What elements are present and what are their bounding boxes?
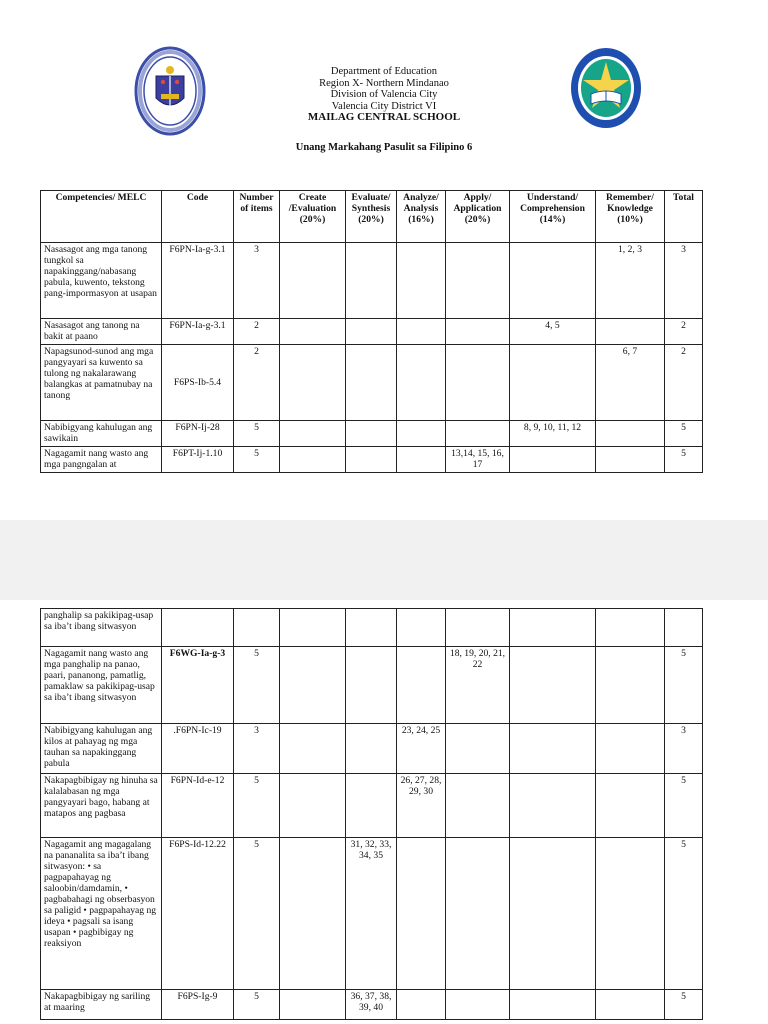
cell-code: F6PT-Ij-1.10 [162,447,234,473]
cell-understand [510,345,596,421]
col-header: Understand/ Comprehension (14%) [510,191,596,243]
cell-understand [510,724,596,774]
cell-evaluate: 31, 32, 33, 34, 35 [346,838,397,990]
cell-code: F6PN-Ia-g-3.1 [162,243,234,319]
cell-apply [446,243,510,319]
cell-understand [510,609,596,647]
cell-remember: 6, 7 [596,345,665,421]
cell-remember [596,724,665,774]
col-header: Competencies/ MELC [41,191,162,243]
cell-code: F6PS-Id-12.22 [162,838,234,990]
cell-create [280,838,346,990]
cell-analyze [397,319,446,345]
header-district: Valencia City District VI [331,100,437,112]
cell-code: .F6PN-Ic-19 [162,724,234,774]
cell-total: 2 [665,319,703,345]
cell-create [280,774,346,838]
col-header: Evaluate/ Synthesis (20%) [346,191,397,243]
cell-evaluate [346,319,397,345]
header-region: Region X- Northern Mindanao [319,77,449,89]
table-row [41,990,703,1020]
header-department: Department of Education [330,66,438,77]
cell-code: F6PS-Ig-9 [162,990,234,1020]
table-row [41,647,703,724]
cell-competency: Nakapagbibigay ng sariling at maaring [41,990,162,1020]
cell-apply [446,345,510,421]
cell-evaluate [346,724,397,774]
cell-apply [446,838,510,990]
cell-items: 2 [234,319,280,345]
cell-items: 2 [234,345,280,421]
quiz-title: Unang Markahang Pasulit sa Filipino 6 [295,142,473,153]
cell-create [280,421,346,447]
cell-evaluate [346,609,397,647]
col-header: Analyze/ Analysis (16%) [397,191,446,243]
tos-table-page-2 [40,608,703,1020]
cell-analyze [397,990,446,1020]
table-row [41,447,703,473]
cell-evaluate [346,421,397,447]
cell-items: 5 [234,421,280,447]
col-header: Remember/ Knowledge (10%) [596,191,665,243]
cell-evaluate [346,243,397,319]
cell-understand [510,647,596,724]
cell-apply: 13,14, 15, 16, 17 [446,447,510,473]
header-division: Division of Valencia City [330,89,438,100]
tos-table-page-1 [40,190,703,473]
cell-competency: Nagagamit nang wasto ang mga pangngalan at [41,447,162,473]
table-row [41,421,703,447]
page-gap [0,520,768,600]
cell-remember [596,609,665,647]
cell-analyze [397,838,446,990]
cell-apply [446,774,510,838]
cell-competency: Nagagamit nang wasto ang mga panghalip na panao, paari, pananong, pamatlig, pamaklaw sa pakikipag-usap sa iba’t ibang sitwasyon [41,647,162,724]
col-header: Create /Evaluation (20%) [280,191,346,243]
cell-items: 3 [234,724,280,774]
cell-analyze [397,243,446,319]
cell-code: F6PN-Id-e-12 [162,774,234,838]
cell-apply [446,421,510,447]
col-header: Number of items [234,191,280,243]
cell-total: 5 [665,838,703,990]
cell-create [280,243,346,319]
cell-items: 5 [234,838,280,990]
cell-remember [596,447,665,473]
cell-evaluate [346,647,397,724]
cell-evaluate [346,447,397,473]
cell-total: 3 [665,724,703,774]
cell-items: 5 [234,990,280,1020]
cell-competency: Nabibigyang kahulugan ang kilos at pahayag ng mga tauhan sa napakinggang pabula [41,724,162,774]
cell-apply [446,990,510,1020]
table-header-row [41,191,703,243]
cell-create [280,345,346,421]
cell-analyze [397,421,446,447]
cell-total: 5 [665,774,703,838]
cell-analyze [397,345,446,421]
cell-create [280,990,346,1020]
table-row [41,774,703,838]
cell-code: F6WG-Ia-g-3 [162,647,234,724]
table-row [41,345,703,421]
cell-understand [510,838,596,990]
cell-remember [596,421,665,447]
cell-total: 5 [665,447,703,473]
cell-apply: 18, 19, 20, 21, 22 [446,647,510,724]
cell-apply [446,319,510,345]
cell-apply [446,724,510,774]
cell-competency: Nasasagot ang tanong na bakit at paano [41,319,162,345]
col-header: Apply/ Application (20%) [446,191,510,243]
cell-code: F6PS-Ib-5.4 [162,345,234,421]
cell-analyze [397,647,446,724]
cell-remember [596,990,665,1020]
cell-code [162,609,234,647]
cell-competency: Nakapagbibigay ng hinuha sa kalalabasan ng mga pangyayari bago, habang at matapos ang pagbasa [41,774,162,838]
cell-competency: Napagsunod-sunod ang mga pangyayari sa kuwento sa tulong ng nakalarawang balangkas at pamatnubay na tanong [41,345,162,421]
cell-understand: 4, 5 [510,319,596,345]
cell-items: 5 [234,647,280,724]
cell-analyze [397,609,446,647]
cell-competency: Nabibigyang kahulugan ang sawikain [41,421,162,447]
cell-code: F6PN-Ij-28 [162,421,234,447]
cell-create [280,724,346,774]
cell-items: 5 [234,774,280,838]
cell-items [234,609,280,647]
cell-remember [596,838,665,990]
cell-understand [510,774,596,838]
document-page-2 [0,600,768,1024]
cell-competency: Nasasagot ang mga tanong tungkol sa napakinggang/nabasang pabula, kuwento, tekstong pang-impormasyon at usapan [41,243,162,319]
cell-evaluate [346,345,397,421]
cell-code: F6PN-Ia-g-3.1 [162,319,234,345]
cell-evaluate [346,774,397,838]
cell-items: 3 [234,243,280,319]
cell-remember [596,319,665,345]
cell-total [665,609,703,647]
cell-understand [510,990,596,1020]
cell-total: 5 [665,990,703,1020]
cell-apply [446,609,510,647]
cell-competency: panghalip sa pakikipag-usap sa iba’t ibang sitwasyon [41,609,162,647]
table-row [41,243,703,319]
header-school-name: MAILAG CENTRAL SCHOOL [307,111,461,123]
cell-remember: 1, 2, 3 [596,243,665,319]
table-row [41,724,703,774]
cell-create [280,647,346,724]
cell-analyze: 23, 24, 25 [397,724,446,774]
cell-competency: Nagagamit ang magagalang na pananalita sa iba’t ibang sitwasyon: • sa pagpapahayag ng saloobin/damdamin, • pagbabahagi ng obserbasyon sa paligid • pagpapahayag ng ideya • pagsali sa isang usapan • pagbibigay ng reaksiyon [41,838,162,990]
cell-evaluate: 36, 37, 38, 39, 40 [346,990,397,1020]
cell-understand [510,243,596,319]
cell-remember [596,774,665,838]
cell-understand [510,447,596,473]
cell-create [280,319,346,345]
table-row [41,838,703,990]
cell-total: 5 [665,421,703,447]
table-row [41,609,703,647]
cell-remember [596,647,665,724]
cell-items: 5 [234,447,280,473]
cell-analyze [397,447,446,473]
document-header [0,66,768,124]
cell-create [280,447,346,473]
cell-total: 3 [665,243,703,319]
cell-analyze: 26, 27, 28, 29, 30 [397,774,446,838]
col-header: Total [665,191,703,243]
cell-create [280,609,346,647]
cell-total: 5 [665,647,703,724]
cell-understand: 8, 9, 10, 11, 12 [510,421,596,447]
col-header: Code [162,191,234,243]
cell-total: 2 [665,345,703,421]
table-row [41,319,703,345]
